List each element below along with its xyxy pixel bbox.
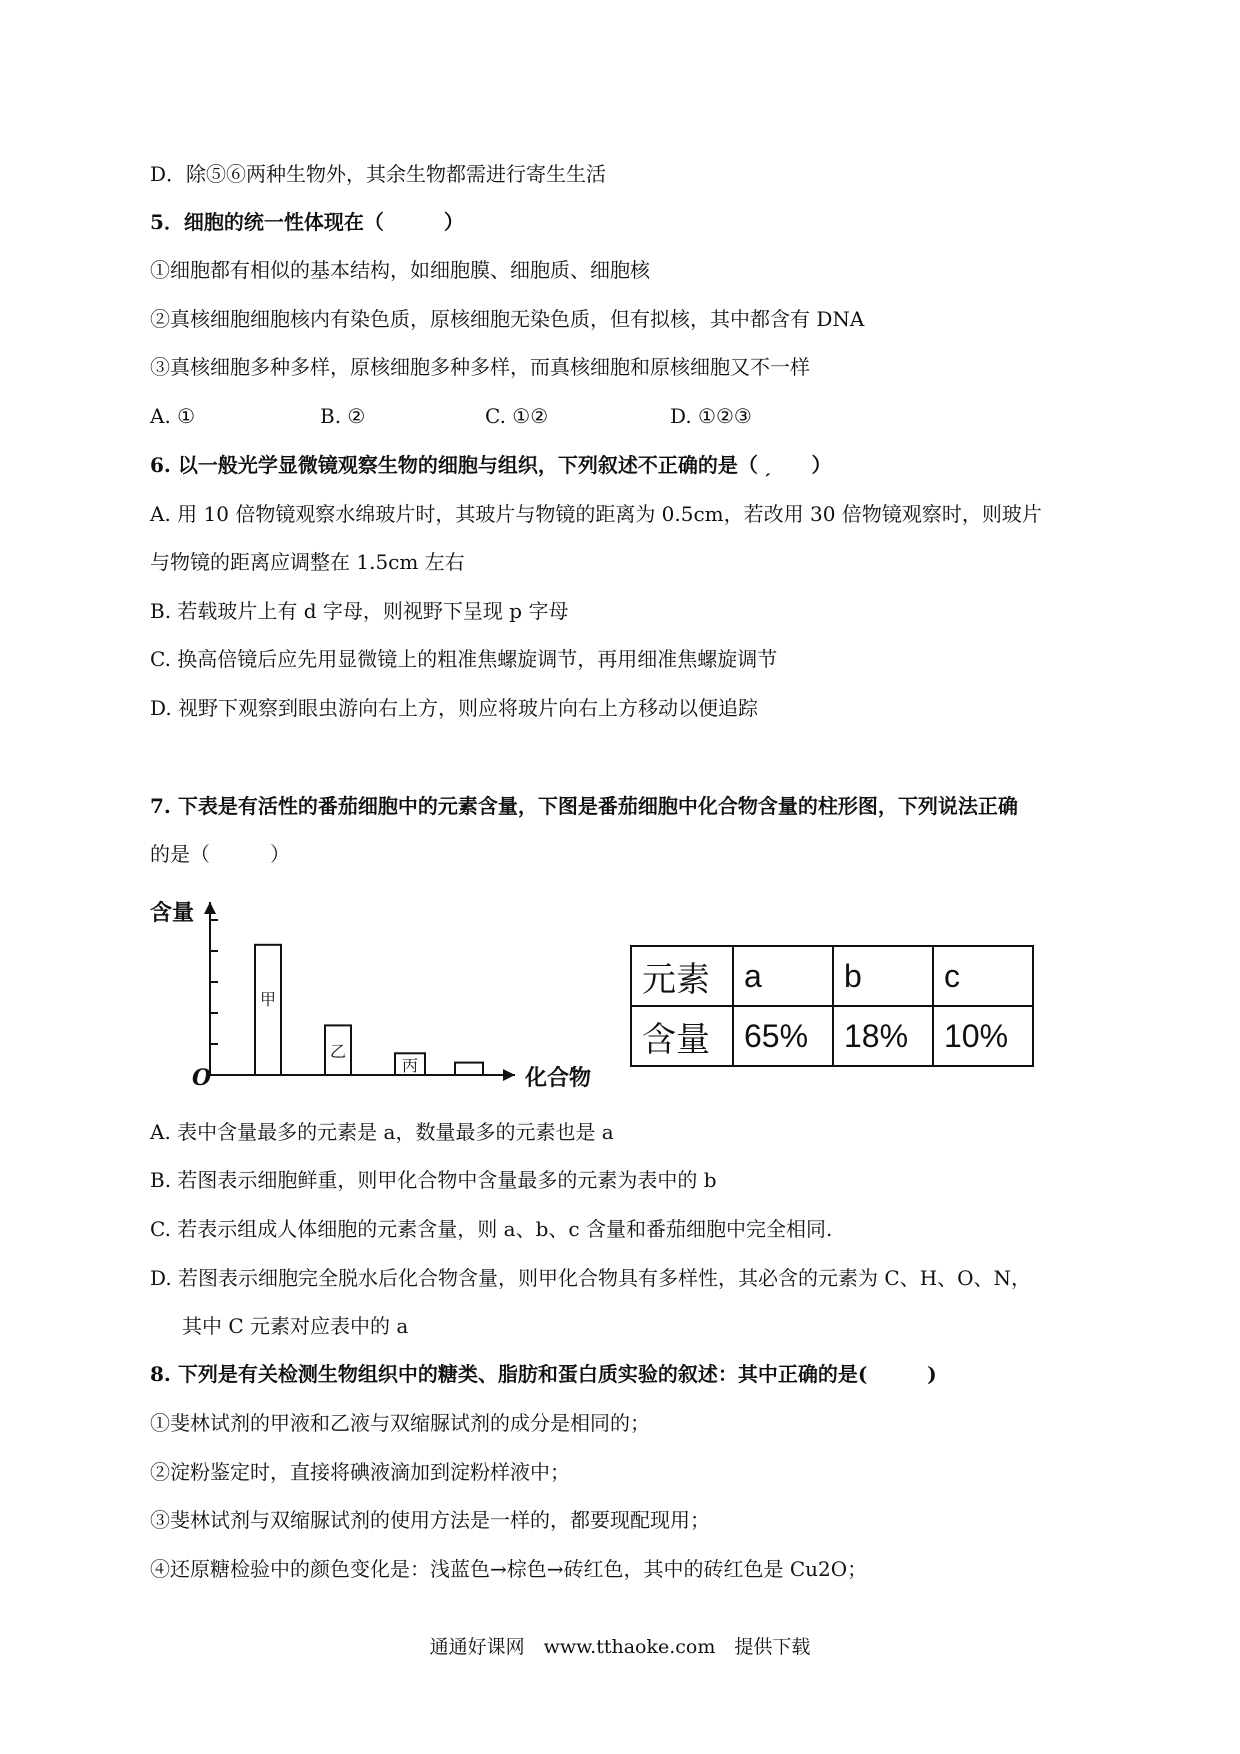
table-cell-c-value: 10% xyxy=(933,1006,1033,1066)
question-8-stem: 8. 下列是有关检测生物组织中的糖类、脂肪和蛋白质实验的叙述：其中正确的是( ) xyxy=(150,1362,937,1386)
y-axis-arrow xyxy=(204,902,216,914)
q5-option-d: D. ①②③ xyxy=(670,404,752,428)
table-cell-c: c xyxy=(933,946,1033,1006)
q5-option-a: A. ① xyxy=(150,404,196,428)
q6-option-a-line1: A. 用 10 倍物镜观察水绵玻片时，其玻片与物镜的距离为 0.5cm，若改用 30 倍物镜观察时，则玻片 xyxy=(150,502,1042,526)
table-cell-a-value: 65% xyxy=(733,1006,833,1066)
bar-label-2: 乙 xyxy=(329,1042,347,1062)
x-axis-label: 化合物 xyxy=(525,1065,592,1090)
origin-label: O xyxy=(192,1065,212,1090)
question-5-stem: 5．细胞的统一性体现在（ ） xyxy=(150,210,464,234)
q7-option-c: C. 若表示组成人体细胞的元素含量，则 a、b、c 含量和番茄细胞中完全相同. xyxy=(150,1217,833,1241)
q7-option-d-line2: 其中 C 元素对应表中的 a xyxy=(182,1314,409,1338)
q6-option-d: D. 视野下观察到眼虫游向右上方，则应将玻片向右上方移动以便追踪 xyxy=(150,696,759,720)
table-header-element: 元素 xyxy=(631,946,733,1006)
table-cell-a: a xyxy=(733,946,833,1006)
q7-option-b: B. 若图表示细胞鲜重，则甲化合物中含量最多的元素为表中的 b xyxy=(150,1168,717,1192)
q4-option-d: D．除⑤⑥两种生物外，其余生物都需进行寄生生活 xyxy=(150,162,607,186)
q5-statement-2: ②真核细胞细胞核内有染色质，原核细胞无染色质，但有拟核，其中都含有 DNA xyxy=(150,307,865,331)
footer-source: 通通好课网 www.tthaoke.com 提供下载 xyxy=(429,1636,811,1658)
y-axis-label: 含量 xyxy=(150,900,195,926)
bar-1 xyxy=(255,945,281,1075)
q5-statement-1: ①细胞都有相似的基本结构，如细胞膜、细胞质、细胞核 xyxy=(150,258,650,282)
q8-statement-4: ④还原糖检验中的颜色变化是：浅蓝色→棕色→砖红色，其中的砖红色是 Cu2O； xyxy=(150,1557,868,1581)
q5-option-b: B. ② xyxy=(320,404,366,428)
bar-4 xyxy=(455,1063,483,1075)
q6-option-b: B. 若载玻片上有 d 字母，则视野下呈现 p 字母 xyxy=(150,599,569,623)
q8-statement-3: ③斐林试剂与双缩脲试剂的使用方法是一样的，都要现配现用； xyxy=(150,1508,710,1532)
element-content-table xyxy=(630,945,1034,1067)
q5-option-c: C. ①② xyxy=(485,404,549,428)
bar-label-3: 丙 xyxy=(401,1056,419,1076)
table-cell-b: b xyxy=(833,946,933,1006)
q8-statement-1: ①斐林试剂的甲液和乙液与双缩脲试剂的成分是相同的； xyxy=(150,1411,650,1435)
x-axis-arrow xyxy=(503,1069,515,1081)
q7-option-d-line1: D. 若图表示细胞完全脱水后化合物含量，则甲化合物具有多样性，其必含的元素为 C、H、O、N， xyxy=(150,1266,1032,1290)
question-7-stem-line1: 7. 下表是有活性的番茄细胞中的元素含量，下图是番茄细胞中化合物含量的柱形图，下列说法正确 xyxy=(150,794,1018,818)
table-header-content: 含量 xyxy=(631,1006,733,1066)
table-cell-b-value: 18% xyxy=(833,1006,933,1066)
table-row-content xyxy=(631,1006,1033,1066)
q5-statement-3: ③真核细胞多种多样，原核细胞多种多样，而真核细胞和原核细胞又不一样 xyxy=(150,355,810,379)
question-6-stem: 6. 以一般光学显微镜观察生物的细胞与组织，下列叙述不正确的是（ ˏ ） xyxy=(150,453,832,477)
q7-option-a: A. 表中含量最多的元素是 a，数量最多的元素也是 a xyxy=(150,1120,614,1144)
q6-option-c: C. 换高倍镜后应先用显微镜上的粗准焦螺旋调节，再用细准焦螺旋调节 xyxy=(150,647,778,671)
compound-bar-chart xyxy=(140,890,620,1090)
q8-statement-2: ②淀粉鉴定时，直接将碘液滴加到淀粉样液中； xyxy=(150,1460,570,1484)
bar-label-1: 甲 xyxy=(259,989,277,1009)
question-7-stem-line2: 的是（ ） xyxy=(150,842,290,866)
table-row-elements xyxy=(631,946,1033,1006)
q6-option-a-line2: 与物镜的距离应调整在 1.5cm 左右 xyxy=(150,550,465,574)
